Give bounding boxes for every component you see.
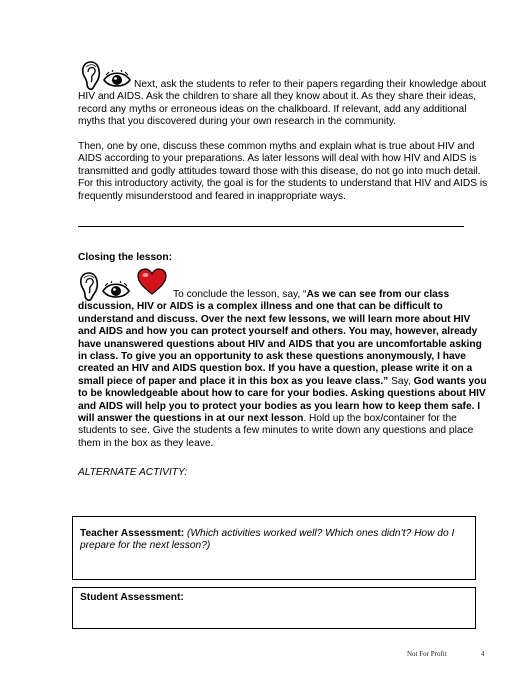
paragraph-discuss-myths: Then, one by one, discuss these common myths and explain what is true about HIV and AIDS according to your preparations. As later lessons will deal with how HIV and AIDS is transmitted and godly attitudes toward those with this disease, do not go into much detail. For this introductory activity, the goal is for the students to understand that HIV and AIDS is frequently misunderstood and feared in inappropriate ways.: [78, 141, 488, 202]
closing-paragraph: To conclude the lesson, say, “As we can see from our class discussion, HIV or AIDS is a complex illness and one that can be difficult to understand and discuss. Over the next few lessons, we will learn more about HIV and AIDS and how you can protect yourself and others. You may, however, already have unanswered questions about HIV and AIDS that you are uncomfortable asking in class. To give you an opportunity to ask these questions anonymously, I have created an HIV and AIDS question box. If you have a question, please write it on a small piece of paper and place it in this box as you leave class.” Say, God wants you to be knowledgeable about how to care for your bodies. Asking questions about HIV and AIDS will help you to protect your bodies as you learn how to keep them safe. I will answer the questions in at our next lesson. Hold up the box/container for the students to see. Give the students a few minutes to write down any questions and place them in the box as they leave.: [78, 289, 487, 449]
teacher-assessment-label: Teacher Assessment:: [80, 528, 185, 539]
section-divider: [78, 226, 464, 227]
footer-text: Not For Profit: [407, 650, 447, 658]
alternate-activity-label: ALTERNATE ACTIVITY:: [78, 467, 188, 478]
student-assessment-label: Student Assessment:: [80, 592, 184, 603]
teacher-assessment-box[interactable]: [72, 516, 476, 580]
paragraph-myths-intro: Next, ask the students to refer to their papers regarding their knowledge about HIV and AIDS. Ask the children to share all they know about it. As they share their ideas, record any myths or erroneous ideas on the chalkboard. If relevant, add any additional myths that you discovered during your own research in the community.: [78, 79, 487, 128]
teacher-assessment-prompt: (Which activities worked well? Which ones didn’t? How do I prepare for the next lesson?): [80, 528, 455, 552]
closing-heading: Closing the lesson:: [78, 252, 172, 263]
page-number: 4: [481, 650, 485, 658]
student-assessment-box[interactable]: [72, 587, 476, 629]
